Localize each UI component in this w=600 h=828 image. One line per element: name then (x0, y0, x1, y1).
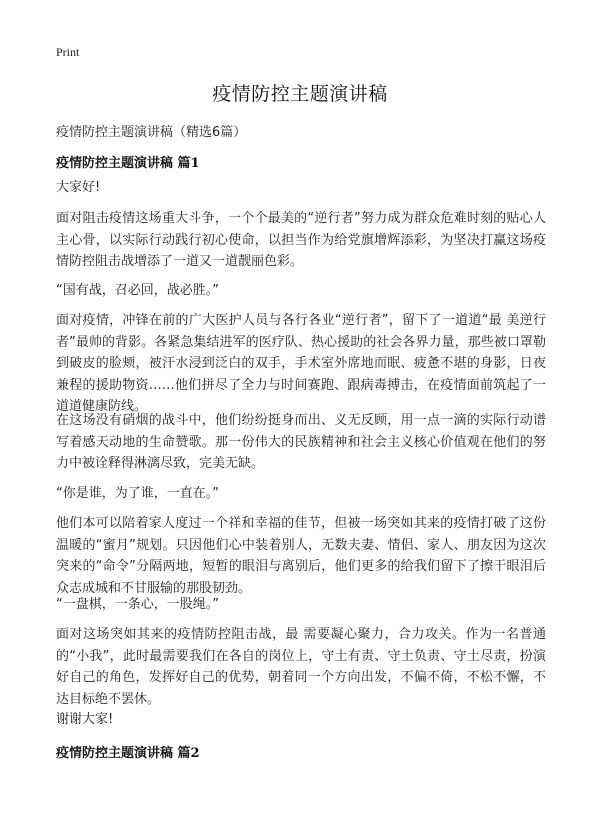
paragraph: 在这场没有硝烟的战斗中，他们纷纷挺身而出、义无反顾，用一点一滴的实际行动谱写着感天动地的生命赞歌。那一份伟大的民族精神和社会主义核心价值观在他们的努力中被诠释得淋漓尽致，完美无缺。 (56, 413, 546, 471)
paragraph: 他们本可以陪着家人度过一个祥和幸福的佳节，但被一场突如其来的疫情打破了这份温暖的“蜜月”规划。只因他们心中装着别人，无数夫妻、情侣、家人、朋友因为这次突来的“命令”分隔两地，短暂的眼泪与离别后，他们更多的给我们留下了擦干眼泪后众志成城和不甘服输的那股韧劲。 (56, 516, 546, 596)
document-title: 疫情防控主题演讲稿 (212, 83, 388, 105)
closing: 谢谢大家! (56, 712, 114, 727)
section-heading-2: 疫情防控主题演讲稿 篇2 (56, 746, 200, 761)
greeting: 大家好! (56, 180, 101, 195)
paragraph: “你是谁，为了谁，一直在。” (56, 486, 219, 501)
paragraph: 面对疫情，冲锋在前的广大医护人员与各行各业“逆行者”，留下了一道道“最 美逆行者”最帅的背影。各紧急集结进军的医疗队、热心援助的社会各界力量，那些被口罩勒到破皮的脸颊，被汗水浸到泛白的双手，手术室外席地而眠、疲惫不堪的身影，日夜兼程的援助物资……他们拼尽了全力与时间赛跑、跟病毒搏击，在疫情面前筑起了一道道健康防线。 (56, 313, 546, 414)
print-link[interactable]: Print (56, 45, 80, 59)
paragraph: 面对阻击疫情这场重大斗争，一个个最美的“逆行者”努力成为群众危难时刻的贴心人主心骨，以实际行动践行初心使命，以担当作为给党旗增辉添彩，为坚决打赢这场疫情防控阻击战增添了一道又一道靓丽色彩。 (56, 211, 546, 269)
document-subtitle: 疫情防控主题演讲稿（精选6篇） (56, 125, 247, 140)
paragraph: “国有战，召必回，战必胜。” (56, 283, 219, 298)
paragraph: “一盘棋，一条心，一股绳。” (56, 597, 219, 612)
section-heading-1: 疫情防控主题演讲稿 篇1 (56, 156, 200, 171)
paragraph: 面对这场突如其来的疫情防控阻击战，最 需要凝心聚力，合力攻关。作为一名普通的“小我”，此时最需要我们在各自的岗位上，守土有责、守土负责、守土尽责，扮演好自己的角色，发挥好自己的优势，朝着同一个方向出发，不偏不倚，不松不懈，不达目标绝不罢休。 (56, 627, 546, 707)
